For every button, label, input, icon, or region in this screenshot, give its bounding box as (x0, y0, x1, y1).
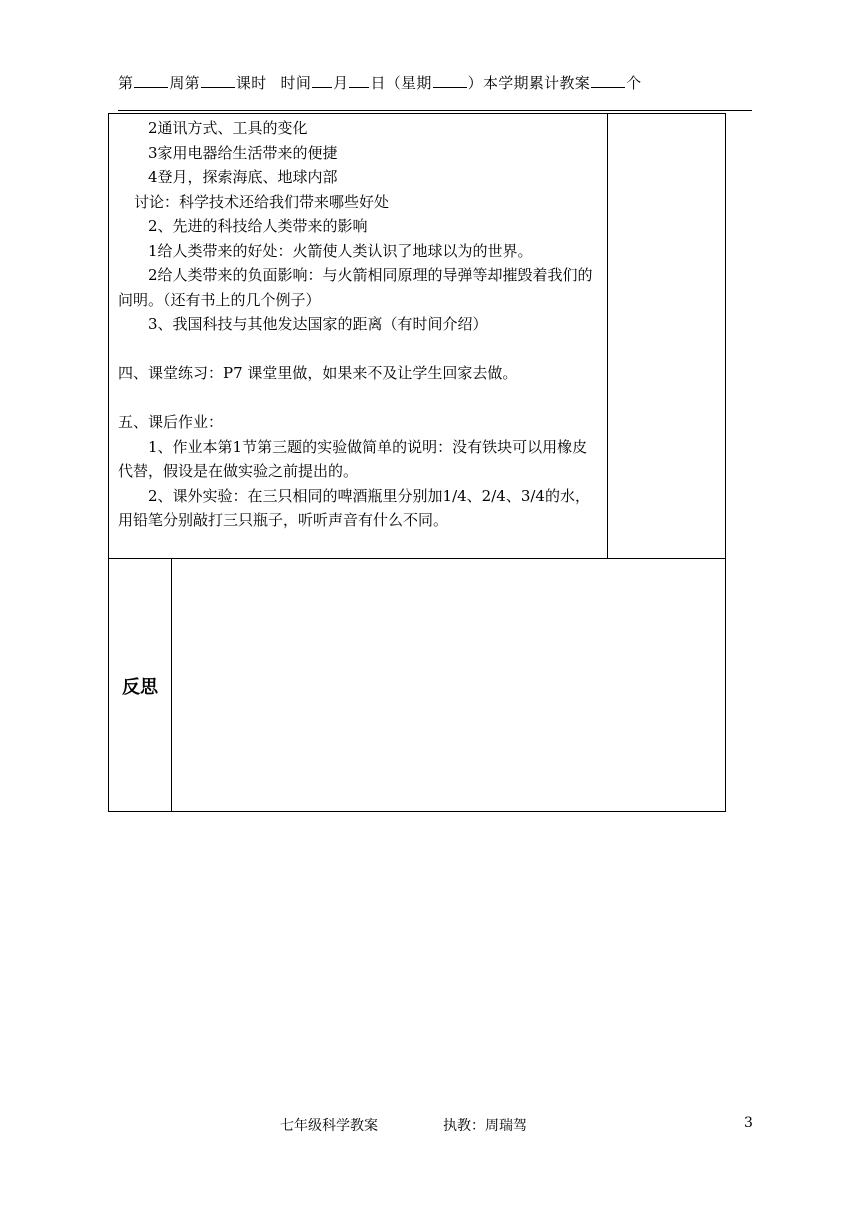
week-blank (134, 73, 168, 88)
header-count-label: ）本学期累计教案 (467, 74, 591, 92)
page-number: 3 (744, 1115, 753, 1131)
content-line: 3、我国科技与其他发达国家的距离（有时间介绍） (148, 315, 488, 333)
header-month-label: 月 (333, 74, 349, 92)
content-paragraph: 2给人类带来的负面影响：与火箭相同原理的导弹等却摧毁着我们的问明。（还有书上的几个例子） (118, 266, 593, 309)
weekday-blank (433, 73, 467, 88)
section-practice: 四、课堂练习：P7 课堂里做，如果来不及让学生回家去做。 (118, 364, 518, 382)
section-homework: 五、课后作业： (118, 413, 224, 431)
header-week-prefix: 第 (118, 74, 134, 92)
homework-item: 2、课外实验：在三只相同的啤酒瓶里分别加1/4、2/4、3/4的水，用铅笔分别敲打三只瓶子，听听声音有什么不同。 (118, 486, 590, 529)
notes-side-cell (607, 113, 726, 559)
footer-course: 七年级科学教案 (280, 1118, 378, 1134)
header-day-label: 日（星期 (370, 74, 432, 92)
content-line: 4登月，探索海底、地球内部 (148, 168, 338, 186)
reflection-label: 反思 (122, 677, 158, 698)
discussion-line: 讨论：科学技术还给我们带来哪些好处 (134, 192, 390, 211)
month-blank (312, 73, 332, 88)
header-lesson-prefix: 周第 (169, 74, 200, 92)
header-time-label: 时间 (280, 74, 312, 92)
content-line: 2通讯方式、工具的变化 (148, 119, 308, 137)
lesson-content (118, 116, 602, 533)
lesson-blank (201, 73, 235, 88)
homework-item: 1、作业本第1节第三题的实验做简单的说明：没有铁块可以用橡皮代替，假设是在做实验之前提出的。 (118, 437, 588, 480)
footer-teacher: 执教：周瑞驾 (443, 1118, 527, 1134)
header-count-suffix: 个 (626, 74, 642, 92)
reflection-content-cell (171, 558, 726, 812)
lesson-header (118, 72, 641, 93)
content-line: 1给人类带来的好处：火箭使人类认识了地球以为的世界。 (148, 241, 533, 260)
header-rule (118, 110, 752, 111)
day-blank (349, 73, 369, 88)
content-line: 2、先进的科技给人类带来的影响 (148, 217, 368, 235)
content-line: 3家用电器给生活带来的便捷 (148, 143, 338, 162)
header-lesson-suffix: 课时 (235, 74, 267, 92)
count-blank (591, 73, 625, 88)
